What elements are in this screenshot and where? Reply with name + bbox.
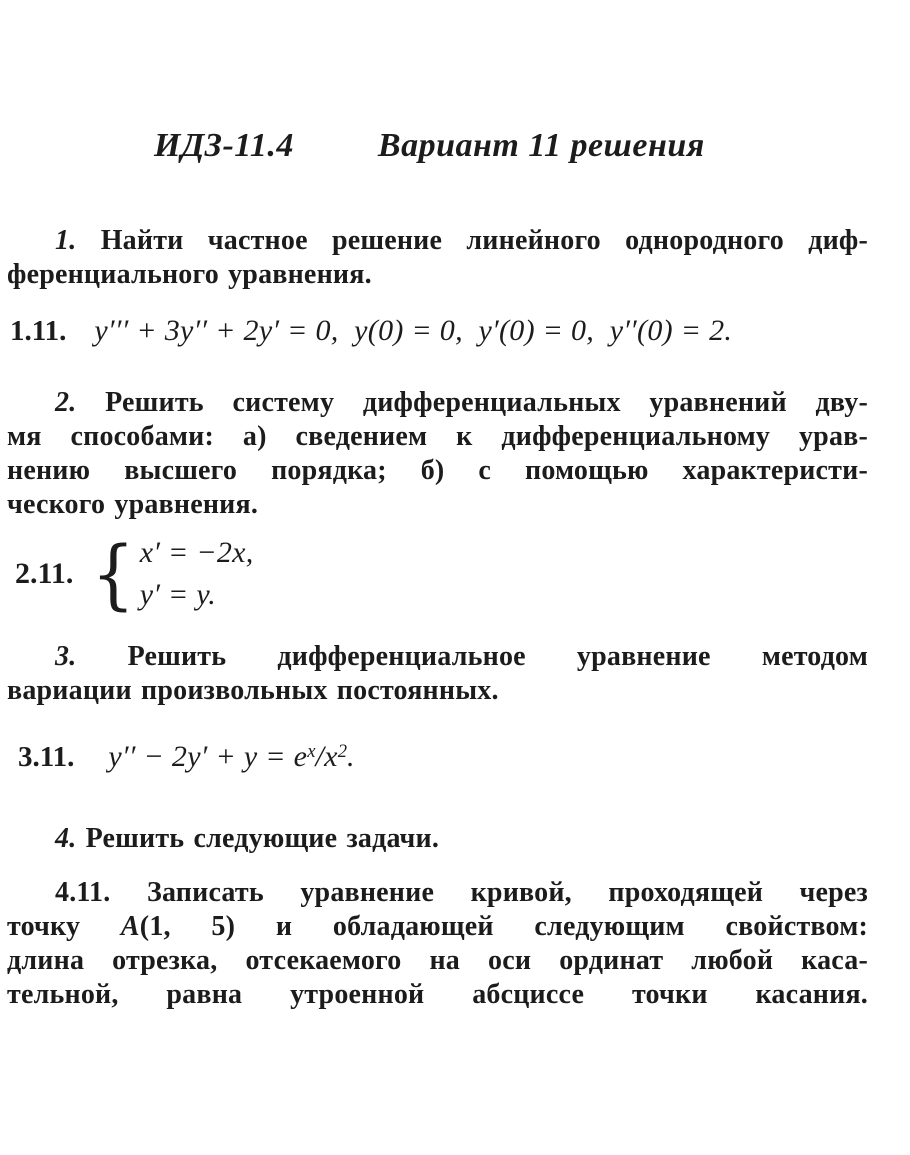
task4-11-line3: длина отрезка, отсекаемого на оси ординат любой каса- <box>7 945 868 976</box>
equation-3-11 <box>18 740 868 774</box>
system-2-11-eq2: y′ = y. <box>139 578 217 611</box>
assignment-code: ИДЗ-11.4 <box>154 127 294 164</box>
exponent-x: x <box>307 740 316 762</box>
task3-line2: вариации произвольных постоянных. <box>7 675 499 706</box>
system-2-11-label: 2.11. <box>15 557 74 590</box>
task4-intro-text: Решить следующие задачи. <box>85 823 440 854</box>
equation-3-11-math <box>108 740 354 774</box>
task4-11-line4: тельной, равна утроенной абсциссе точки касания. <box>7 979 868 1010</box>
task1-line2: ференциального уравнения. <box>7 259 372 290</box>
task4-11-line2 <box>7 910 868 944</box>
equation-3-11-period: . <box>347 740 355 773</box>
task2-line2: мя способами: а) сведением к дифференциальному урав- <box>7 421 868 452</box>
task4-11-label: 4.11. <box>55 877 111 908</box>
task4-11-line2-pre: точку <box>7 911 81 942</box>
task4-line1 <box>7 822 868 856</box>
task1-number: 1. <box>55 225 77 256</box>
task1-line1 <box>7 224 868 258</box>
task3-number: 3. <box>55 641 77 672</box>
equation-1-11 <box>10 314 868 348</box>
variant-title: Вариант 11 решения <box>377 127 705 164</box>
task2-line3: нению высшего порядка; б) с помощью характеристи- <box>7 455 868 486</box>
task2-number: 2. <box>55 387 77 418</box>
task4-number: 4. <box>55 823 77 854</box>
point-a-symbol: A <box>120 911 140 942</box>
left-brace: { <box>91 529 136 618</box>
exponent-2: 2 <box>337 740 348 762</box>
task2-line4: ческого уравнения. <box>7 489 259 520</box>
task4-11-line1 <box>7 876 868 910</box>
system-2-11-eq1: x′ = −2x, <box>139 536 254 569</box>
task1-line1-text: Найти частное решение линейного однородного диф- <box>100 225 868 256</box>
equation-3-11-part2: /x <box>315 740 338 773</box>
equation-3-11-label: 3.11. <box>18 741 75 773</box>
equation-1-11-math: y′′′ + 3y′′ + 2y′ = 0, y(0) = 0, y′(0) = 0, y′′(0) = 2. <box>94 314 733 347</box>
task4-11-line1-text: Записать уравнение кривой, проходящей через <box>146 877 868 908</box>
task2-line1-text: Решить систему дифференциальных уравнений дву- <box>105 387 868 418</box>
system-2-11-equations <box>140 532 254 616</box>
task3-paragraph <box>7 640 868 708</box>
task4-11-paragraph <box>7 876 868 1012</box>
task1-paragraph <box>7 224 868 292</box>
equation-1-11-label: 1.11. <box>10 315 67 347</box>
task3-line1-text: Решить дифференциальное уравнение методом <box>127 641 869 672</box>
task2-paragraph <box>7 386 868 522</box>
task3-line1 <box>7 640 868 674</box>
page-header <box>154 126 868 166</box>
task2-line1 <box>7 386 868 420</box>
equation-3-11-part1: y′′ − 2y′ + y = e <box>108 740 308 773</box>
task4-paragraph <box>7 822 868 856</box>
task4-11-line2-rest: (1, 5) и обладающей следующим свойством: <box>139 911 868 942</box>
system-2-11 <box>15 529 868 618</box>
